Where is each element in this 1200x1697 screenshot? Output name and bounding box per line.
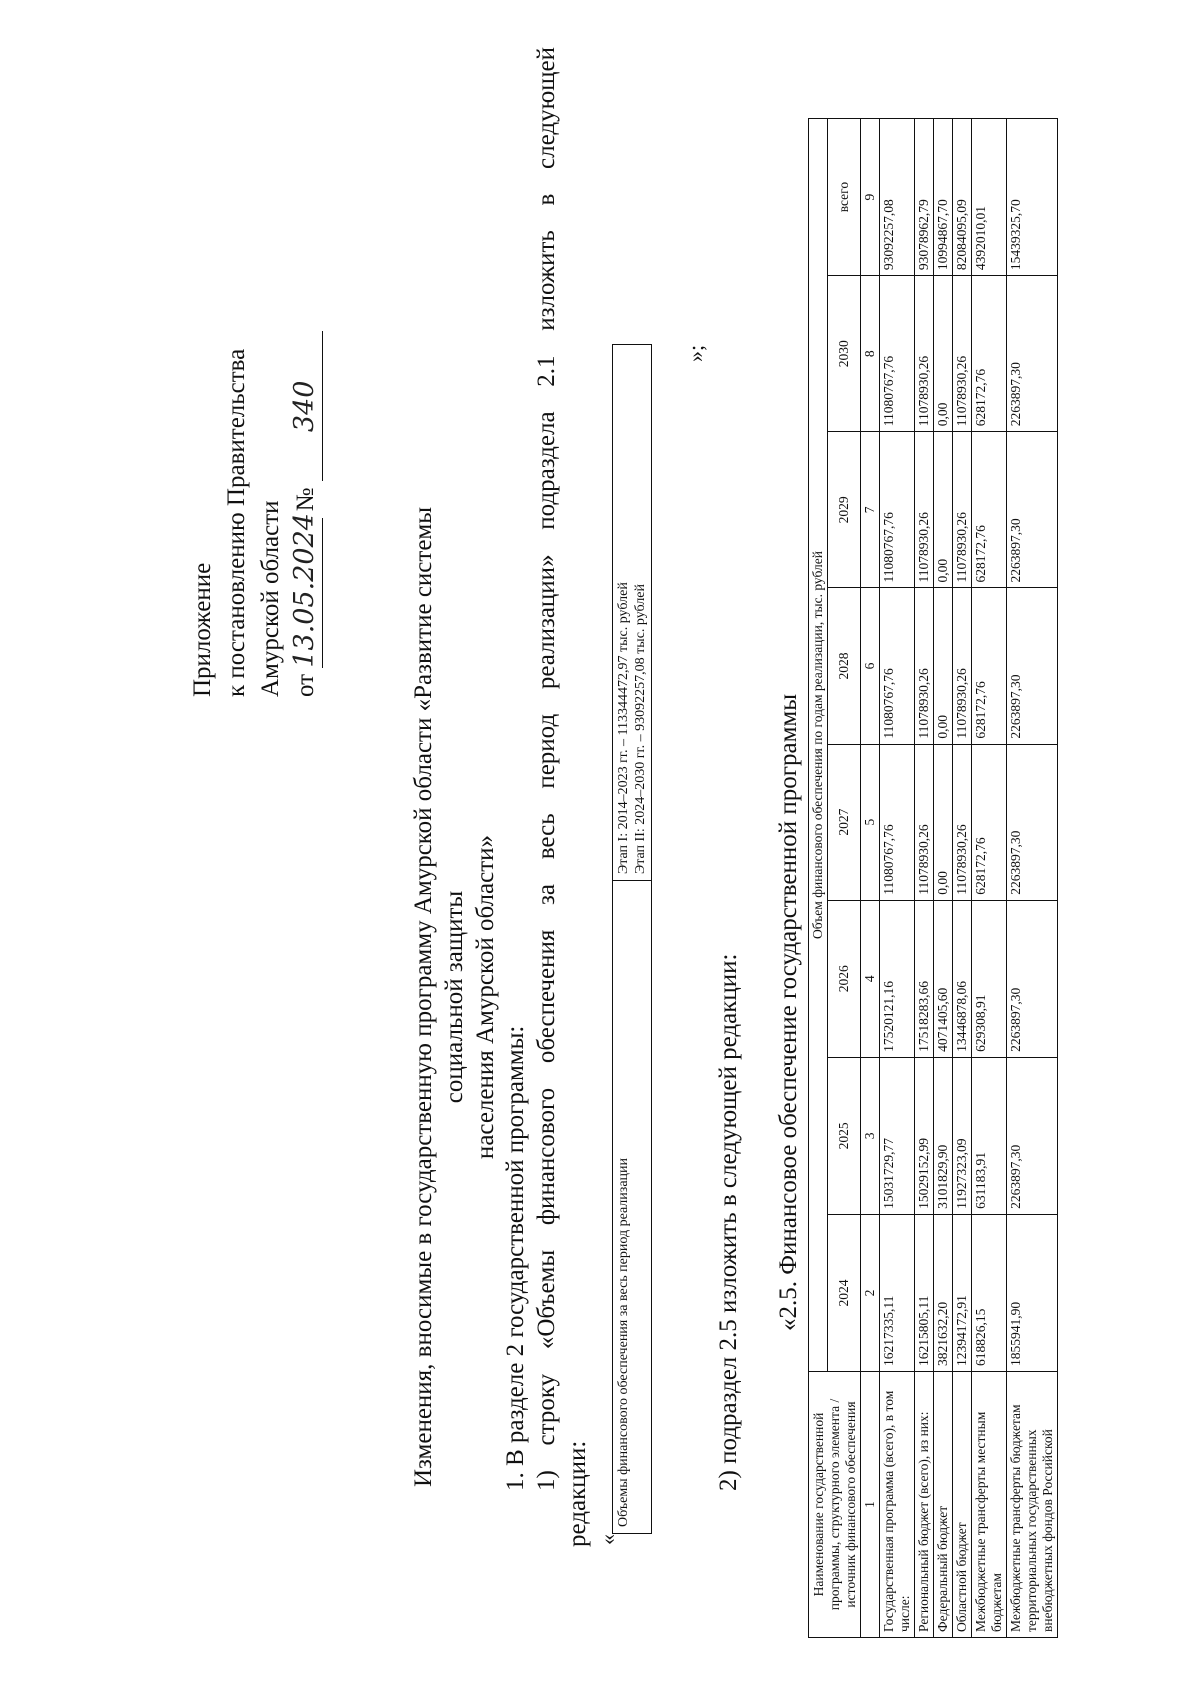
cell-value: 2263897,30 bbox=[1007, 1057, 1058, 1214]
cell-value: 0,00 bbox=[934, 276, 953, 432]
table-row bbox=[1007, 119, 1058, 1638]
cell-value: 4071405,60 bbox=[934, 900, 953, 1057]
cell-value: 3821632,20 bbox=[934, 1214, 953, 1371]
table-row bbox=[915, 119, 934, 1638]
cell-total: 93078962,79 bbox=[915, 119, 934, 276]
cell-value: 11078930,26 bbox=[915, 432, 934, 588]
appendix-block bbox=[186, 97, 323, 697]
cell-value: 16215805,11 bbox=[915, 1214, 934, 1371]
financing-label-cell: Объемы финансового обеспечения за весь период реализации bbox=[613, 881, 652, 1534]
section-title: «2.5. Финансовое обеспечение государственной программы bbox=[775, 693, 802, 1331]
column-number: 1 bbox=[861, 1372, 880, 1638]
cell-value: 2263897,30 bbox=[1007, 900, 1058, 1057]
table-row bbox=[972, 119, 1007, 1638]
cell-value: 17518283,66 bbox=[915, 900, 934, 1057]
cell-value: 11080767,76 bbox=[880, 276, 915, 432]
cell-total: 10994867,70 bbox=[934, 119, 953, 276]
cell-total: 4392010,01 bbox=[972, 119, 1007, 276]
cell-value: 17520121,16 bbox=[880, 900, 915, 1057]
cell-value: 11080767,76 bbox=[880, 432, 915, 588]
appendix-line-2: к постановлению Правительства bbox=[223, 348, 250, 697]
cell-total: 82084095,09 bbox=[953, 119, 972, 276]
title-line-1: Изменения, вносимые в государственную программу Амурской области «Развитие системы социальной защиты bbox=[410, 506, 468, 1488]
financing-row bbox=[613, 345, 652, 1534]
item-1-1-text: 1) строку «Объемы финансового обеспечения за весь период реализации» подраздела 2.1 изложить в следующей bbox=[533, 47, 560, 1491]
cell-value: 3101829,90 bbox=[934, 1057, 953, 1214]
year-header: 2029 bbox=[828, 432, 861, 588]
quote-open: « bbox=[595, 1534, 620, 1545]
from-label: от bbox=[292, 673, 319, 697]
paragraph-2: 2) подраздел 2.5 изложить в следующей редакции: bbox=[715, 953, 742, 1491]
column-number: 8 bbox=[861, 276, 880, 432]
table-row bbox=[953, 119, 972, 1638]
cell-value: 618826,15 bbox=[972, 1214, 1007, 1371]
number-label: № bbox=[292, 487, 319, 512]
financing-volume-table bbox=[612, 344, 652, 1534]
cell-value: 11080767,76 bbox=[880, 744, 915, 900]
cell-total: 15439325,70 bbox=[1007, 119, 1058, 276]
cell-value: 12394172,91 bbox=[953, 1214, 972, 1371]
financing-stages-cell bbox=[613, 345, 652, 881]
cell-value: 11078930,26 bbox=[953, 744, 972, 900]
year-header: 2027 bbox=[828, 744, 861, 900]
item-1: 1. В разделе 2 государственной программы: bbox=[502, 1025, 529, 1491]
cell-value: 628172,76 bbox=[972, 744, 1007, 900]
column-number: 3 bbox=[861, 1057, 880, 1214]
column-number-row bbox=[861, 119, 880, 1638]
row-name: Федеральный бюджет bbox=[934, 1372, 953, 1638]
cell-value: 0,00 bbox=[934, 744, 953, 900]
year-header: 2026 bbox=[828, 900, 861, 1057]
cell-value: 0,00 bbox=[934, 588, 953, 744]
row-name: Межбюджетные трансферты бюджетам территориальных государственных внебюджетных фондов Российской bbox=[1007, 1372, 1058, 1638]
row-name: Областной бюджет bbox=[953, 1372, 972, 1638]
appendix-date-line bbox=[288, 97, 323, 697]
table-row bbox=[934, 119, 953, 1638]
year-header: 2030 bbox=[828, 276, 861, 432]
decree-number: 340 bbox=[288, 331, 323, 481]
cell-value: 2263897,30 bbox=[1007, 744, 1058, 900]
paragraph-1 bbox=[500, 47, 593, 1547]
cell-value: 11078930,26 bbox=[915, 744, 934, 900]
stage-1: Этап I: 2014–2023 гг. – 113344472,97 тыс. рублей bbox=[616, 582, 631, 874]
appendix-line-3: Амурской области bbox=[257, 500, 284, 697]
cell-value: 11078930,26 bbox=[915, 588, 934, 744]
cell-total: 93092257,08 bbox=[880, 119, 915, 276]
cell-value: 15031729,77 bbox=[880, 1057, 915, 1214]
name-header: Наименование государственной программы, структурного элемента / источник финансового обеспечения bbox=[809, 1372, 861, 1638]
group-header: Объем финансового обеспечения по годам реализации, тыс. рублей bbox=[809, 119, 828, 1372]
cell-value: 631183,91 bbox=[972, 1057, 1007, 1214]
cell-value: 16217335,11 bbox=[880, 1214, 915, 1371]
cell-value: 11078930,26 bbox=[953, 432, 972, 588]
column-number: 2 bbox=[861, 1214, 880, 1371]
cell-value: 11078930,26 bbox=[953, 588, 972, 744]
table-row bbox=[880, 119, 915, 1638]
signed-date: 13.05.2024 bbox=[288, 518, 323, 668]
cell-value: 1855941,90 bbox=[1007, 1214, 1058, 1371]
cell-value: 2263897,30 bbox=[1007, 588, 1058, 744]
cell-value: 2263897,30 bbox=[1007, 276, 1058, 432]
column-number: 7 bbox=[861, 432, 880, 588]
cell-value: 0,00 bbox=[934, 432, 953, 588]
row-name: Межбюджетные трансферты местным бюджетам bbox=[972, 1372, 1007, 1638]
stage-2: Этап II: 2024–2030 гг. – 93092257,08 тыс. рублей bbox=[633, 583, 648, 874]
cell-value: 13446878,06 bbox=[953, 900, 972, 1057]
column-number: 4 bbox=[861, 900, 880, 1057]
cell-value: 628172,76 bbox=[972, 588, 1007, 744]
column-number: 6 bbox=[861, 588, 880, 744]
column-number: 9 bbox=[861, 119, 880, 276]
row-name: Государственная программа (всего), в том числе: bbox=[880, 1372, 915, 1638]
appendix-line-1: Приложение bbox=[189, 562, 216, 697]
row-name: Региональный бюджет (всего), из них: bbox=[915, 1372, 934, 1638]
total-header: всего bbox=[828, 119, 861, 276]
year-header: 2024 bbox=[828, 1214, 861, 1371]
cell-value: 628172,76 bbox=[972, 432, 1007, 588]
cell-value: 11078930,26 bbox=[915, 276, 934, 432]
cell-value: 628172,76 bbox=[972, 276, 1007, 432]
cell-value: 2263897,30 bbox=[1007, 432, 1058, 588]
cell-value: 11080767,76 bbox=[880, 588, 915, 744]
item-1-1-cont: редакции: bbox=[564, 1440, 591, 1547]
table-header-row-1 bbox=[809, 119, 828, 1638]
financing-table bbox=[808, 118, 1058, 1638]
cell-value: 11927323,09 bbox=[953, 1057, 972, 1214]
title-line-2: населения Амурской области» bbox=[472, 834, 499, 1160]
quote-close: »; bbox=[683, 344, 708, 362]
column-number: 5 bbox=[861, 744, 880, 900]
cell-value: 15029152,99 bbox=[915, 1057, 934, 1214]
cell-value: 629308,91 bbox=[972, 900, 1007, 1057]
year-header: 2025 bbox=[828, 1057, 861, 1214]
document-title bbox=[408, 447, 501, 1547]
year-header: 2028 bbox=[828, 588, 861, 744]
cell-value: 11078930,26 bbox=[953, 276, 972, 432]
